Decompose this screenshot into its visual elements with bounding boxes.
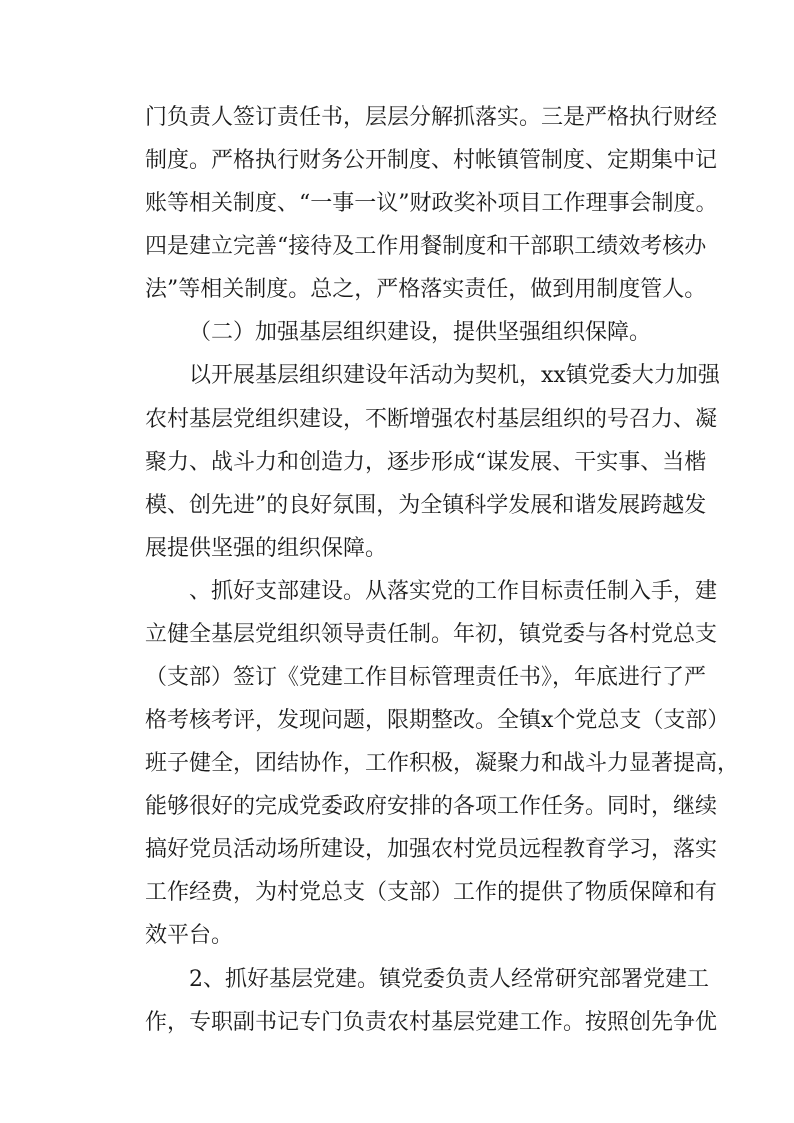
text-line: 作，专职副书记专门负责农村基层党建工作。按照创先争优 — [145, 1010, 718, 1035]
text-line: 以开展基层组织建设年活动为契机，xx镇党委大力加强 — [189, 363, 720, 388]
text-line: （支部）签订《党建工作目标管理责任书》，年底进行了严 — [145, 665, 707, 690]
text-line: 制度。严格执行财务公开制度、村帐镇管制度、定期集中记 — [145, 148, 718, 173]
text-line: 班子健全，团结协作，工作积极，凝聚力和战斗力显著提高， — [145, 751, 740, 776]
text-line: 展提供坚强的组织保障。 — [145, 536, 388, 561]
text-line: 格考核考评，发现问题，限期整改。全镇x个党总支（支部） — [145, 708, 730, 733]
text-line: 能够很好的完成党委政府安排的各项工作任务。同时，继续 — [145, 794, 718, 819]
text-line: 立健全基层党组织领导责任制。年初，镇党委与各村党总支 — [145, 622, 718, 647]
text-line: 模、创先进”的良好氛围，为全镇科学发展和谐发展跨越发 — [145, 493, 707, 518]
section-heading: （二）加强基层组织建设，提供坚强组织保障。 — [189, 320, 652, 345]
text-line: 门负责人签订责任书，层层分解抓落实。三是严格执行财经 — [145, 105, 718, 130]
text-line: 搞好党员活动场所建设，加强农村党员远程教育学习，落实 — [145, 837, 718, 862]
text-line: 工作经费，为村党总支（支部）工作的提供了物质保障和有 — [145, 880, 718, 905]
text-line: 聚力、战斗力和创造力，逐步形成“谋发展、干实事、当楷 — [145, 450, 707, 475]
text-line: 法”等相关制度。总之，严格落实责任，做到用制度管人。 — [145, 277, 707, 302]
text-line: 四是建立完善“接待及工作用餐制度和干部职工绩效考核办 — [145, 234, 707, 259]
text-line: 账等相关制度、“一事一议”财政奖补项目工作理事会制度。 — [145, 191, 718, 216]
text-line: 农村基层党组织建设，不断增强农村基层组织的号召力、凝 — [145, 407, 718, 432]
text-line: 2、抓好基层党建。镇党委负责人经常研究部署党建工 — [189, 967, 709, 992]
text-line: 、抓好支部建设。从落实党的工作目标责任制入手，建 — [189, 579, 718, 604]
text-line: 效平台。 — [145, 923, 234, 948]
